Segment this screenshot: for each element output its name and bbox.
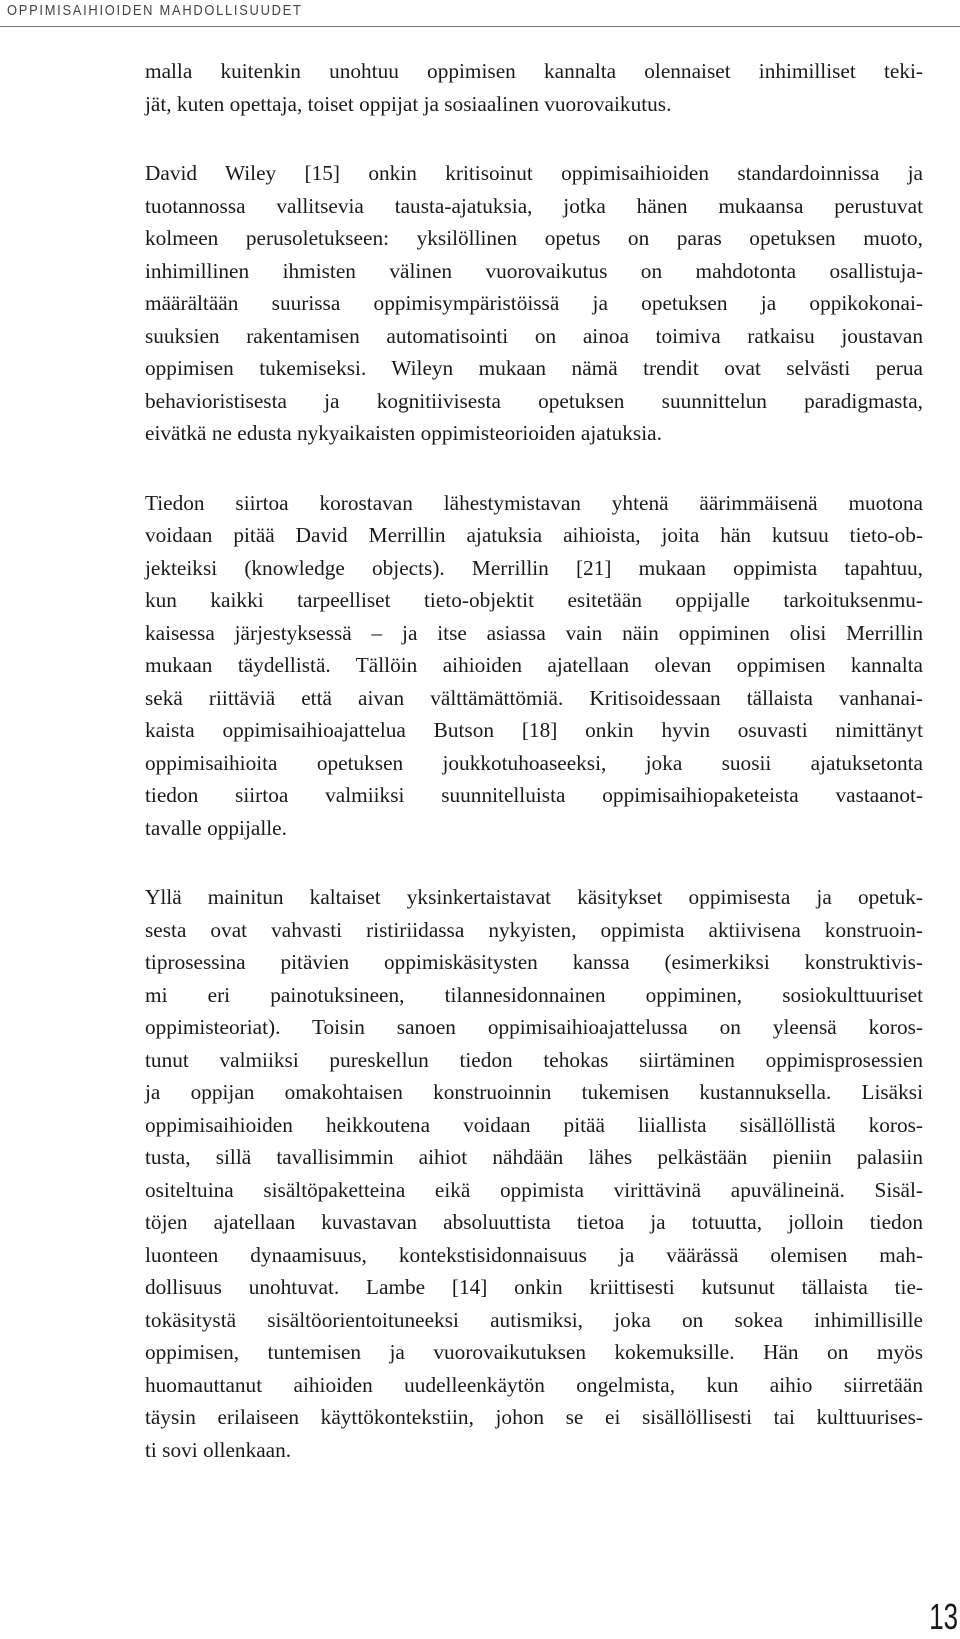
paragraph-1 [145, 55, 923, 120]
text-line: Tiedon siirtoa korostavan lähestymistavan yhtenä äärimmäisenä muotona [145, 490, 923, 515]
text-line: jekteiksi (knowledge objects). Merrillin [21] mukaan oppimista tapahtuu, [145, 555, 923, 580]
text-line: kolmeen perusoletukseen: yksilöllinen opetus on paras opetuksen muoto, [145, 226, 923, 250]
text-line: malla kuitenkin unohtuu oppimisen kannalta olennaiset inhimilliset teki- [145, 59, 923, 83]
text-line: sesta ovat vahvasti ristiriidassa nykyisten, oppimista aktiivisena konstruoin- [145, 917, 923, 942]
text-line: ti sovi ollenkaan. [145, 1437, 292, 1462]
text-line: oppimisteoriat). Toisin sanoen oppimisaihioajattelussa on yleensä koros- [145, 1015, 923, 1039]
paragraph-4 [145, 881, 923, 1466]
page-number: 13 [929, 1596, 958, 1637]
text-line: jät, kuten opettaja, toiset oppijat ja sosiaalinen vuorovaikutus. [145, 91, 672, 116]
text-line: töjen ajatellaan kuvastavan absoluuttista tietoa ja totuutta, jolloin tiedon [145, 1210, 923, 1234]
text-line: kaisessa järjestyksessä – ja itse asiassa vain näin oppiminen olisi Merrillin [145, 620, 923, 645]
header-rule [0, 26, 960, 27]
text-line: mukaan täydellistä. Tällöin aihioiden ajatellaan olevan oppimisen kannalta [145, 653, 923, 677]
text-line: tunut valmiiksi pureskellun tiedon tehokas siirtäminen oppimisprosessien [145, 1047, 923, 1072]
text-line: tuotannossa vallitsevia tausta-ajatuksia, jotka hänen mukaansa perustuvat [145, 193, 923, 218]
text-line: määrältään suurissa oppimisympäristöissä ja opetuksen ja oppikokonai- [145, 291, 923, 315]
text-line: suuksien rakentamisen automatisointi on ainoa toimiva ratkaisu joustavan [145, 323, 923, 348]
paragraph-3 [145, 487, 923, 845]
text-line: kaista oppimisaihioajattelua Butson [18] onkin hyvin osuvasti nimittänyt [145, 718, 923, 742]
text-line: sekä riittäviä että aivan välttämättömiä. Kritisoidessaan tällaista vanhanai- [145, 685, 923, 710]
text-line: luonteen dynaamisuus, kontekstisidonnaisuus ja väärässä olemisen mah- [145, 1242, 923, 1267]
text-line: Yllä mainitun kaltaiset yksinkertaistavat käsitykset oppimisesta ja opetuk- [145, 885, 923, 909]
text-line: voidaan pitää David Merrillin ajatuksia aihioista, joita hän kutsuu tieto-ob- [145, 523, 923, 547]
text-line: oppimisen tukemiseksi. Wileyn mukaan nämä trendit ovat selvästi perua [145, 356, 923, 380]
running-header: OPPIMISAIHIOIDEN MAHDOLLISUUDET [7, 2, 303, 19]
text-line: behavioristisesta ja kognitiivisesta opetuksen suunnittelun paradigmasta, [145, 388, 923, 413]
body-text [145, 55, 923, 1503]
text-line: tokäsitystä sisältöorientoituneeksi autismiksi, joka on sokea inhimillisille [145, 1307, 923, 1332]
text-line: oppimisaihioita opetuksen joukkotuhoaseeksi, joka suosii ajatuksetonta [145, 750, 923, 775]
text-line: tavalle oppijalle. [145, 815, 287, 840]
text-line: inhimillinen ihmisten välinen vuorovaikutus on mahdotonta osallistuja- [145, 258, 923, 283]
text-line: tiprosessina pitävien oppimiskäsitysten kanssa (esimerkiksi konstruktivis- [145, 950, 923, 974]
text-line: oppimisen, tuntemisen ja vuorovaikutuksen kokemuksille. Hän on myös [145, 1340, 923, 1364]
text-line: huomauttanut aihioiden uudelleenkäytön ongelmista, kun aihio siirretään [145, 1372, 923, 1397]
text-line: oppimisaihioiden heikkoutena voidaan pitää liiallista sisällöllistä koros- [145, 1112, 923, 1137]
text-line: David Wiley [15] onkin kritisoinut oppimisaihioiden standardoinnissa ja [145, 161, 923, 185]
text-line: dollisuus unohtuvat. Lambe [14] onkin kriittisesti kutsunut tällaista tie- [145, 1275, 923, 1299]
text-line: mi eri painotuksineen, tilannesidonnainen oppiminen, sosiokulttuuriset [145, 982, 923, 1007]
text-line: tiedon siirtoa valmiiksi suunnitelluista oppimisaihiopaketeista vastaanot- [145, 783, 923, 807]
text-line: ositeltuina sisältöpaketteina eikä oppimista virittävinä apuvälineinä. Sisäl- [145, 1177, 923, 1202]
paragraph-2 [145, 157, 923, 450]
text-line: kun kaikki tarpeelliset tieto-objektit esitetään oppijalle tarkoituksenmu- [145, 588, 923, 612]
text-line: ja oppijan omakohtaisen konstruoinnin tukemisen kustannuksella. Lisäksi [145, 1080, 923, 1104]
text-line: eivätkä ne edusta nykyaikaisten oppimisteorioiden ajatuksia. [145, 421, 662, 445]
text-line: täysin erilaiseen käyttökontekstiin, johon se ei sisällöllisesti tai kulttuurises- [145, 1405, 923, 1429]
text-line: tusta, sillä tavallisimmin aihiot nähdään lähes pelkästään pieniin palasiin [145, 1145, 923, 1169]
